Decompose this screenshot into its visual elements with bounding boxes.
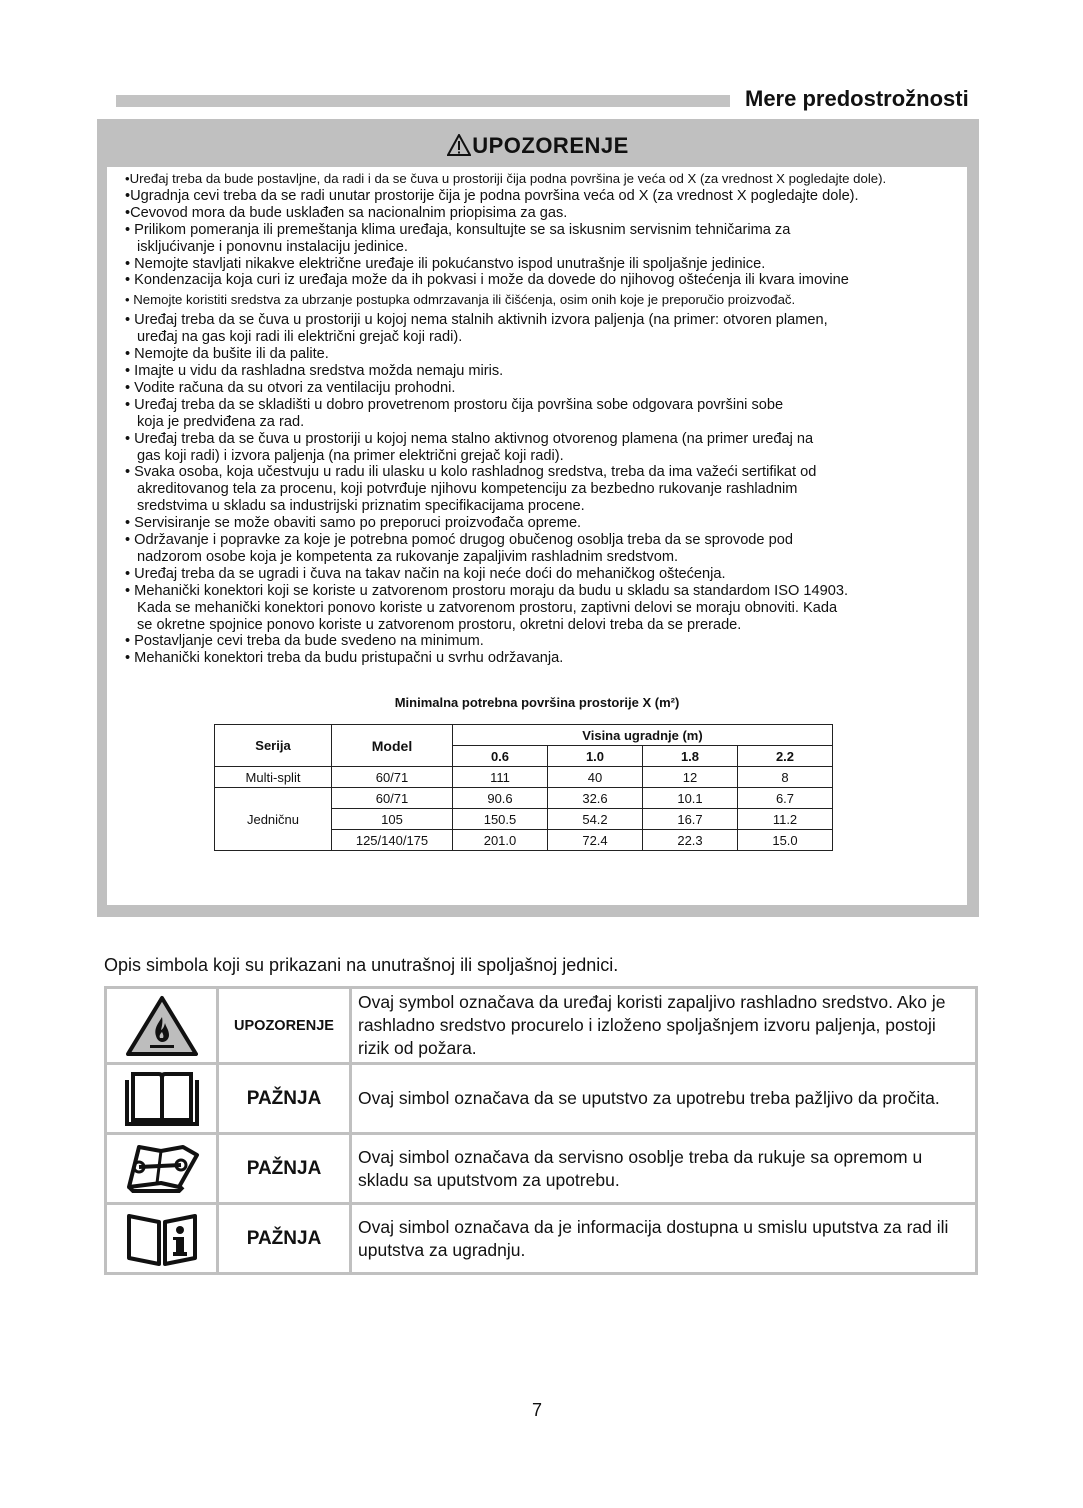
warning-line: •Ugradnja cevi treba da se radi unutar prostorije čija je podna površina veća od X (za vrednost X pogledajte dole). xyxy=(125,187,859,204)
symbols-table xyxy=(104,986,978,1275)
header-bar xyxy=(116,95,730,107)
cell-model: 60/71 xyxy=(332,767,453,788)
warning-line: uređaj na gas koji radi ili električni grejač koji radi). xyxy=(137,329,463,346)
cell-model: 125/140/175 xyxy=(332,830,453,851)
cell-value: 8 xyxy=(738,767,833,788)
cell-serija: Jedničnu xyxy=(215,788,332,851)
header-height: 2.2 xyxy=(738,746,833,767)
table-row xyxy=(215,767,833,788)
cell-model: 105 xyxy=(332,809,453,830)
warning-line: nadzorom osobe koja je kompetenta za rukovanje zapaljivim rashladnim sredstvom. xyxy=(137,548,679,565)
page-title: Mere predostrožnosti xyxy=(745,86,969,111)
warning-line: koja je predviđena za rad. xyxy=(137,413,305,430)
warning-line: • Vodite računa da su otvori za ventilaciju prohodni. xyxy=(125,379,456,396)
warning-line: • Nemojte da bušite ili da palite. xyxy=(125,346,329,363)
cell-value: 10.1 xyxy=(643,788,738,809)
warning-line: • Mehanički konektori treba da budu pristupačni u svrhu održavanja. xyxy=(125,650,564,667)
read-manual-icon xyxy=(107,1065,216,1132)
cell-value: 201.0 xyxy=(453,830,548,851)
symbol-label: UPOZORENJE xyxy=(219,989,349,1062)
cell-value: 6.7 xyxy=(738,788,833,809)
warning-content xyxy=(107,167,967,905)
cell-serija: Multi-split xyxy=(215,767,332,788)
symbol-label: PAŽNJA xyxy=(219,1205,349,1272)
service-manual-icon xyxy=(107,1135,216,1202)
warning-line: • Uređaj treba da se čuva u prostoriji u kojoj nema stalnih aktivnih izvora paljenja (na primer: otvoren plamen, xyxy=(125,312,828,329)
symbol-description: Ovaj simbol označava da se uputstvo za upotrebu treba pažljivo da pročita. xyxy=(352,1065,975,1132)
warning-line: • Održavanje i popravke za koje je potrebna pomoć drugog obučenog osoblja treba da se sprovode pod xyxy=(125,532,793,549)
warning-line: se okretne spojnice ponovo koriste u zatvorenom prostoru, okretni delovi treba da se prerade. xyxy=(137,616,742,633)
warning-line: Kada se mehanički konektori ponovo koriste u zatvorenom prostoru, zaptivni delovi se moraju obnoviti. Kada xyxy=(137,599,838,616)
symbols-intro: Opis simbola koji su prikazani na unutrašnoj ili spoljašnoj jednici. xyxy=(104,955,619,975)
warning-line: • Nemojte koristiti sredstva za ubrzanje postupka odmrzavanja ili čišćenja, osim onih koje je preporučio proizvođač. xyxy=(125,292,796,308)
header-height: 1.8 xyxy=(643,746,738,767)
page-number: 7 xyxy=(532,1400,543,1420)
cell-value: 40 xyxy=(548,767,643,788)
warning-line: • Uređaj treba da se čuva u prostoriji u kojoj nema stalno aktivnog otvorenog plamena (na primer uređaj na xyxy=(125,430,814,447)
warning-line: •Cevovod mora da bude usklađen sa nacionalnim priopisima za gas. xyxy=(125,204,568,221)
symbol-label: PAŽNJA xyxy=(219,1065,349,1132)
cell-value: 32.6 xyxy=(548,788,643,809)
header-height-group: Visina ugradnje (m) xyxy=(453,725,833,746)
cell-value: 111 xyxy=(453,767,548,788)
table-row xyxy=(215,788,833,809)
warning-title-text: UPOZORENJE xyxy=(472,133,629,158)
symbol-description: Ovaj simbol označava da je informacija dostupna u smislu uputstva za rad ili uputstva za ugradnju. xyxy=(352,1205,975,1272)
cell-value: 72.4 xyxy=(548,830,643,851)
cell-value: 12 xyxy=(643,767,738,788)
warning-line: • Servisiranje se može obaviti samo po preporuci proizvođača opreme. xyxy=(125,515,582,532)
warning-line: •Uređaj treba da bude postavljne, da radi i da se čuva u prostoriji čija podna površina je veća od X (za vrednost X pogledajte dole). xyxy=(125,171,887,186)
symbol-description: Ovaj symbol označava da uređaj koristi zapaljivo rashladno sredstvo. Ako je rashladno sredstvo procurelo i izloženo spoljašnjem izvoru paljenja, postoji rizik od požara. xyxy=(352,989,975,1062)
cell-value: 150.5 xyxy=(453,809,548,830)
cell-value: 11.2 xyxy=(738,809,833,830)
warning-line: • Uređaj treba da se ugradi i čuva na takav način na koji neće doći do mehaničkog oštećenja. xyxy=(125,565,726,582)
symbol-row xyxy=(107,1135,975,1202)
warning-line: • Uređaj treba da se skladišti u dobro provetrenom prostoru čija površina sobe odgovara površini sobe xyxy=(125,396,784,413)
warning-line: • Imajte u vidu da rashladna sredstva možda nemaju miris. xyxy=(125,362,504,379)
warning-box xyxy=(97,119,979,917)
header-height: 1.0 xyxy=(548,746,643,767)
header-height: 0.6 xyxy=(453,746,548,767)
warning-line: • Nemojte stavljati nikakve električne uređaje ili pokućanstvo ispod unutrašnje ili spoljašnje jedinice. xyxy=(125,255,766,272)
warning-line: • Postavljanje cevi treba da bude svedeno na minimum. xyxy=(125,633,484,650)
cell-value: 22.3 xyxy=(643,830,738,851)
warning-list xyxy=(125,171,973,667)
header-serija: Serija xyxy=(215,725,332,767)
info-manual-icon xyxy=(107,1205,216,1272)
warning-line: sredstvima u skladu sa industrijski priznatim specifikacijama procene. xyxy=(137,498,585,515)
warning-triangle-icon xyxy=(447,134,471,162)
symbol-row xyxy=(107,989,975,1062)
symbol-label: PAŽNJA xyxy=(219,1135,349,1202)
warning-line: gas koji radi) i izvora paljenja (na primer električni grejač koji radi). xyxy=(137,447,564,464)
warning-title xyxy=(97,133,979,162)
table-caption: Minimalna potrebna površina prostorije X (m²) xyxy=(394,695,680,710)
warning-line: • Svaka osoba, koja učestvuju u radu ili ulasku u kolo rashladnog sredstva, treba da ima važeći sertifikat od xyxy=(125,464,817,481)
warning-line: akreditovanog tela za procenu, koji potvrđuje njihovu kompetenciju za bezbedno rukovanje rashladnim xyxy=(137,481,798,498)
warning-line: • Prilikom pomeranja ili premeštanja klima uređaja, konsultujte se sa iskusnim servisnim tehničarima za xyxy=(125,221,791,238)
minimum-area-table xyxy=(214,724,833,851)
flammable-warning-icon xyxy=(107,989,216,1062)
warning-line: • Mehanički konektori koji se koriste u zatvorenom prostoru moraju da budu u skladu sa standardom ISO 14903. xyxy=(125,582,849,599)
cell-value: 54.2 xyxy=(548,809,643,830)
symbol-row xyxy=(107,1065,975,1132)
cell-value: 16.7 xyxy=(643,809,738,830)
warning-line: iskljućivanje i ponovnu instalaciju jedinice. xyxy=(137,238,408,255)
header-model: Model xyxy=(332,725,453,767)
cell-value: 15.0 xyxy=(738,830,833,851)
symbol-row xyxy=(107,1205,975,1272)
cell-value: 90.6 xyxy=(453,788,548,809)
cell-model: 60/71 xyxy=(332,788,453,809)
warning-line: • Kondenzacija koja curi iz uređaja može da ih pokvasi i može da dovede do njihovog oštećenja ili kvara imovine xyxy=(125,272,849,289)
symbol-description: Ovaj simbol označava da servisno osoblje treba da rukuje sa opremom u skladu sa uputstvom za upotrebu. xyxy=(352,1135,975,1202)
